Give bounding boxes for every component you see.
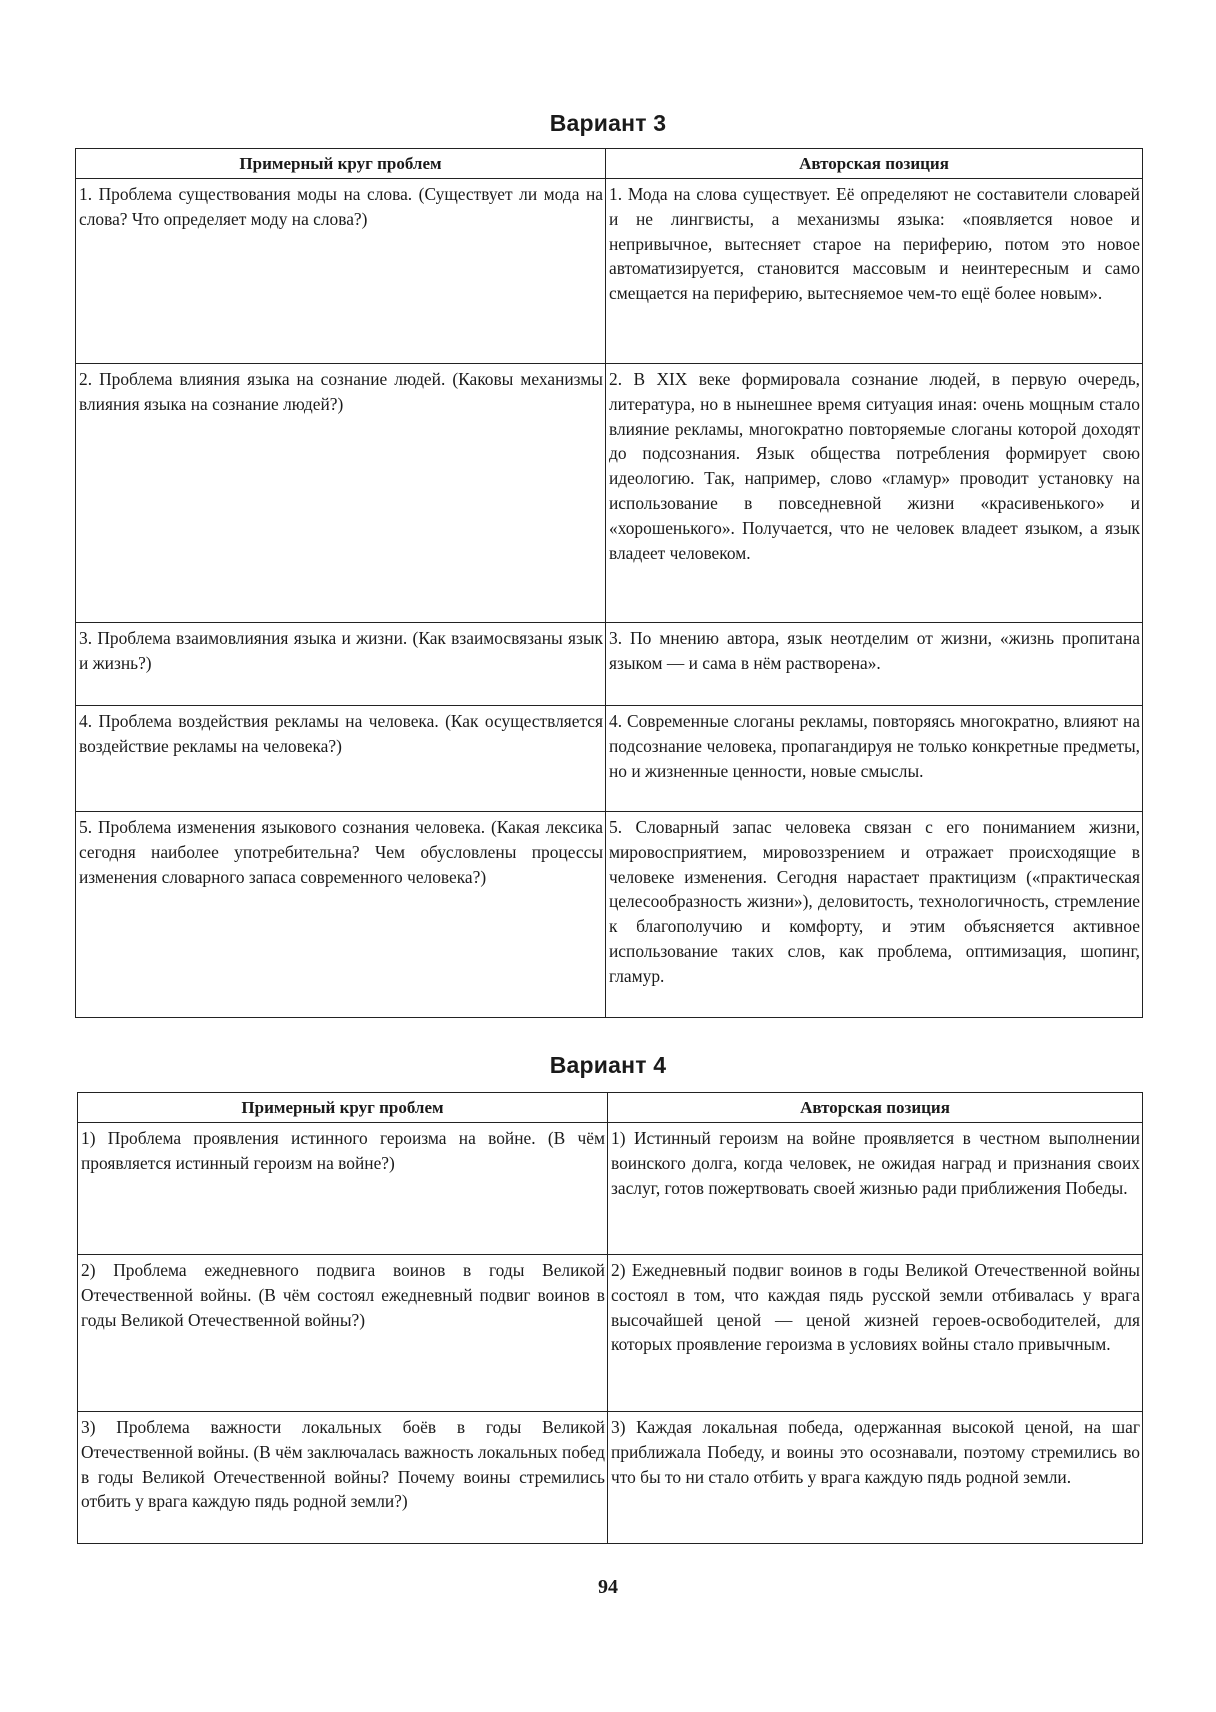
problem-cell: 2. Проблема влияния языка на сознание людей. (Каковы механизмы влияния языка на сознание людей?) bbox=[76, 364, 606, 623]
position-cell: 4. Современные слоганы рекламы, повторяясь многократно, влияют на подсознание человека, пропагандируя не только конкретные предметы, но и жизненные ценности, новые смыслы. bbox=[606, 706, 1143, 812]
table-row bbox=[76, 364, 1143, 623]
table-row bbox=[76, 179, 1143, 364]
table-row bbox=[78, 1412, 1143, 1544]
problem-cell: 3. Проблема взаимовлияния языка и жизни. (Как взаимосвязаны язык и жизнь?) bbox=[76, 623, 606, 706]
problem-cell: 1) Проблема проявления истинного героизма на войне. (В чём проявляется истинный героизм на войне?) bbox=[78, 1123, 608, 1255]
table-header-row bbox=[76, 149, 1143, 179]
position-cell: 1. Мода на слова существует. Её определяют не составители словарей и не лингвисты, а механизмы языка: «появляется новое и непривычное, вытесняет старое на периферию, потом это новое автоматизируется, становится массовым и неинтересным и само смещается на периферию, вытесняемое чем-то ещё более новым». bbox=[606, 179, 1143, 364]
table-row bbox=[78, 1123, 1143, 1255]
position-cell: 2. В XIX веке формировала сознание людей, в первую очередь, литература, но в нынешнее время ситуация иная: очень мощным стало влияние рекламы, многократно повторяемые слоганы которой доходят до подсознания. Язык общества потребления формирует свою идеологию. Так, например, слово «гламур» проводит установку на использование в повседневной жизни «красивенького» и «хорошенького». Получается, что не человек владеет языком, а язык владеет человеком. bbox=[606, 364, 1143, 623]
problem-cell: 1. Проблема существования моды на слова. (Существует ли мода на слова? Что определяет моду на слова?) bbox=[76, 179, 606, 364]
position-cell: 3. По мнению автора, язык неотделим от жизни, «жизнь пропитана языком — и сама в нём растворена». bbox=[606, 623, 1143, 706]
column-header-position: Авторская позиция bbox=[608, 1093, 1143, 1123]
column-header-problems: Примерный круг проблем bbox=[78, 1093, 608, 1123]
table-row bbox=[76, 623, 1143, 706]
problem-cell: 3) Проблема важности локальных боёв в годы Великой Отечественной войны. (В чём заключалась важность локальных побед в годы Великой Отечественной войны? Почему воины стремились отбить у врага каждую пядь родной земли?) bbox=[78, 1412, 608, 1544]
position-cell: 2) Ежедневный подвиг воинов в годы Великой Отечественной войны состоял в том, что каждая пядь русской земли отбивалась у врага высочайшей ценой — ценой жизней героев-освободителей, для которых проявление героизма в условиях войны стало привычным. bbox=[608, 1255, 1143, 1412]
variant-4-table bbox=[77, 1092, 1143, 1544]
table-row bbox=[76, 706, 1143, 812]
problem-cell: 5. Проблема изменения языкового сознания человека. (Какая лексика сегодня наиболее употребительна? Чем обусловлены процессы изменения словарного запаса современного человека?) bbox=[76, 812, 606, 1018]
table-row bbox=[76, 812, 1143, 1018]
variant-3-title: Вариант 3 bbox=[549, 110, 667, 136]
problem-cell: 2) Проблема ежедневного подвига воинов в годы Великой Отечественной войны. (В чём состоял ежедневный подвиг воинов в годы Великой Отечественной войны?) bbox=[78, 1255, 608, 1412]
position-cell: 3) Каждая локальная победа, одержанная высокой ценой, на шаг приближала Победу, и воины это осознавали, поэтому стремились во что бы то ни стало отбить у врага каждую пядь родной земли. bbox=[608, 1412, 1143, 1544]
page-number: 94 bbox=[598, 1576, 618, 1598]
problem-cell: 4. Проблема воздействия рекламы на человека. (Как осуществляется воздействие рекламы на человека?) bbox=[76, 706, 606, 812]
position-cell: 1) Истинный героизм на войне проявляется в честном выполнении воинского долга, когда человек, не ожидая наград и признания своих заслуг, готов пожертвовать своей жизнью ради приближения Победы. bbox=[608, 1123, 1143, 1255]
table-header-row bbox=[78, 1093, 1143, 1123]
column-header-problems: Примерный круг проблем bbox=[76, 149, 606, 179]
table-row bbox=[78, 1255, 1143, 1412]
variant-3-table bbox=[75, 148, 1143, 1018]
variant-4-title: Вариант 4 bbox=[549, 1052, 667, 1078]
position-cell: 5. Словарный запас человека связан с его пониманием жизни, мировосприятием, мировоззрением и отражает происходящие в человеке изменения. Сегодня нарастает практицизм («практическая целесообразность жизни»), деловитость, технологичность, стремление к благополучию и комфорту, и этим объясняется активное использование таких слов, как проблема, оптимизация, шопинг, гламур. bbox=[606, 812, 1143, 1018]
column-header-position: Авторская позиция bbox=[606, 149, 1143, 179]
